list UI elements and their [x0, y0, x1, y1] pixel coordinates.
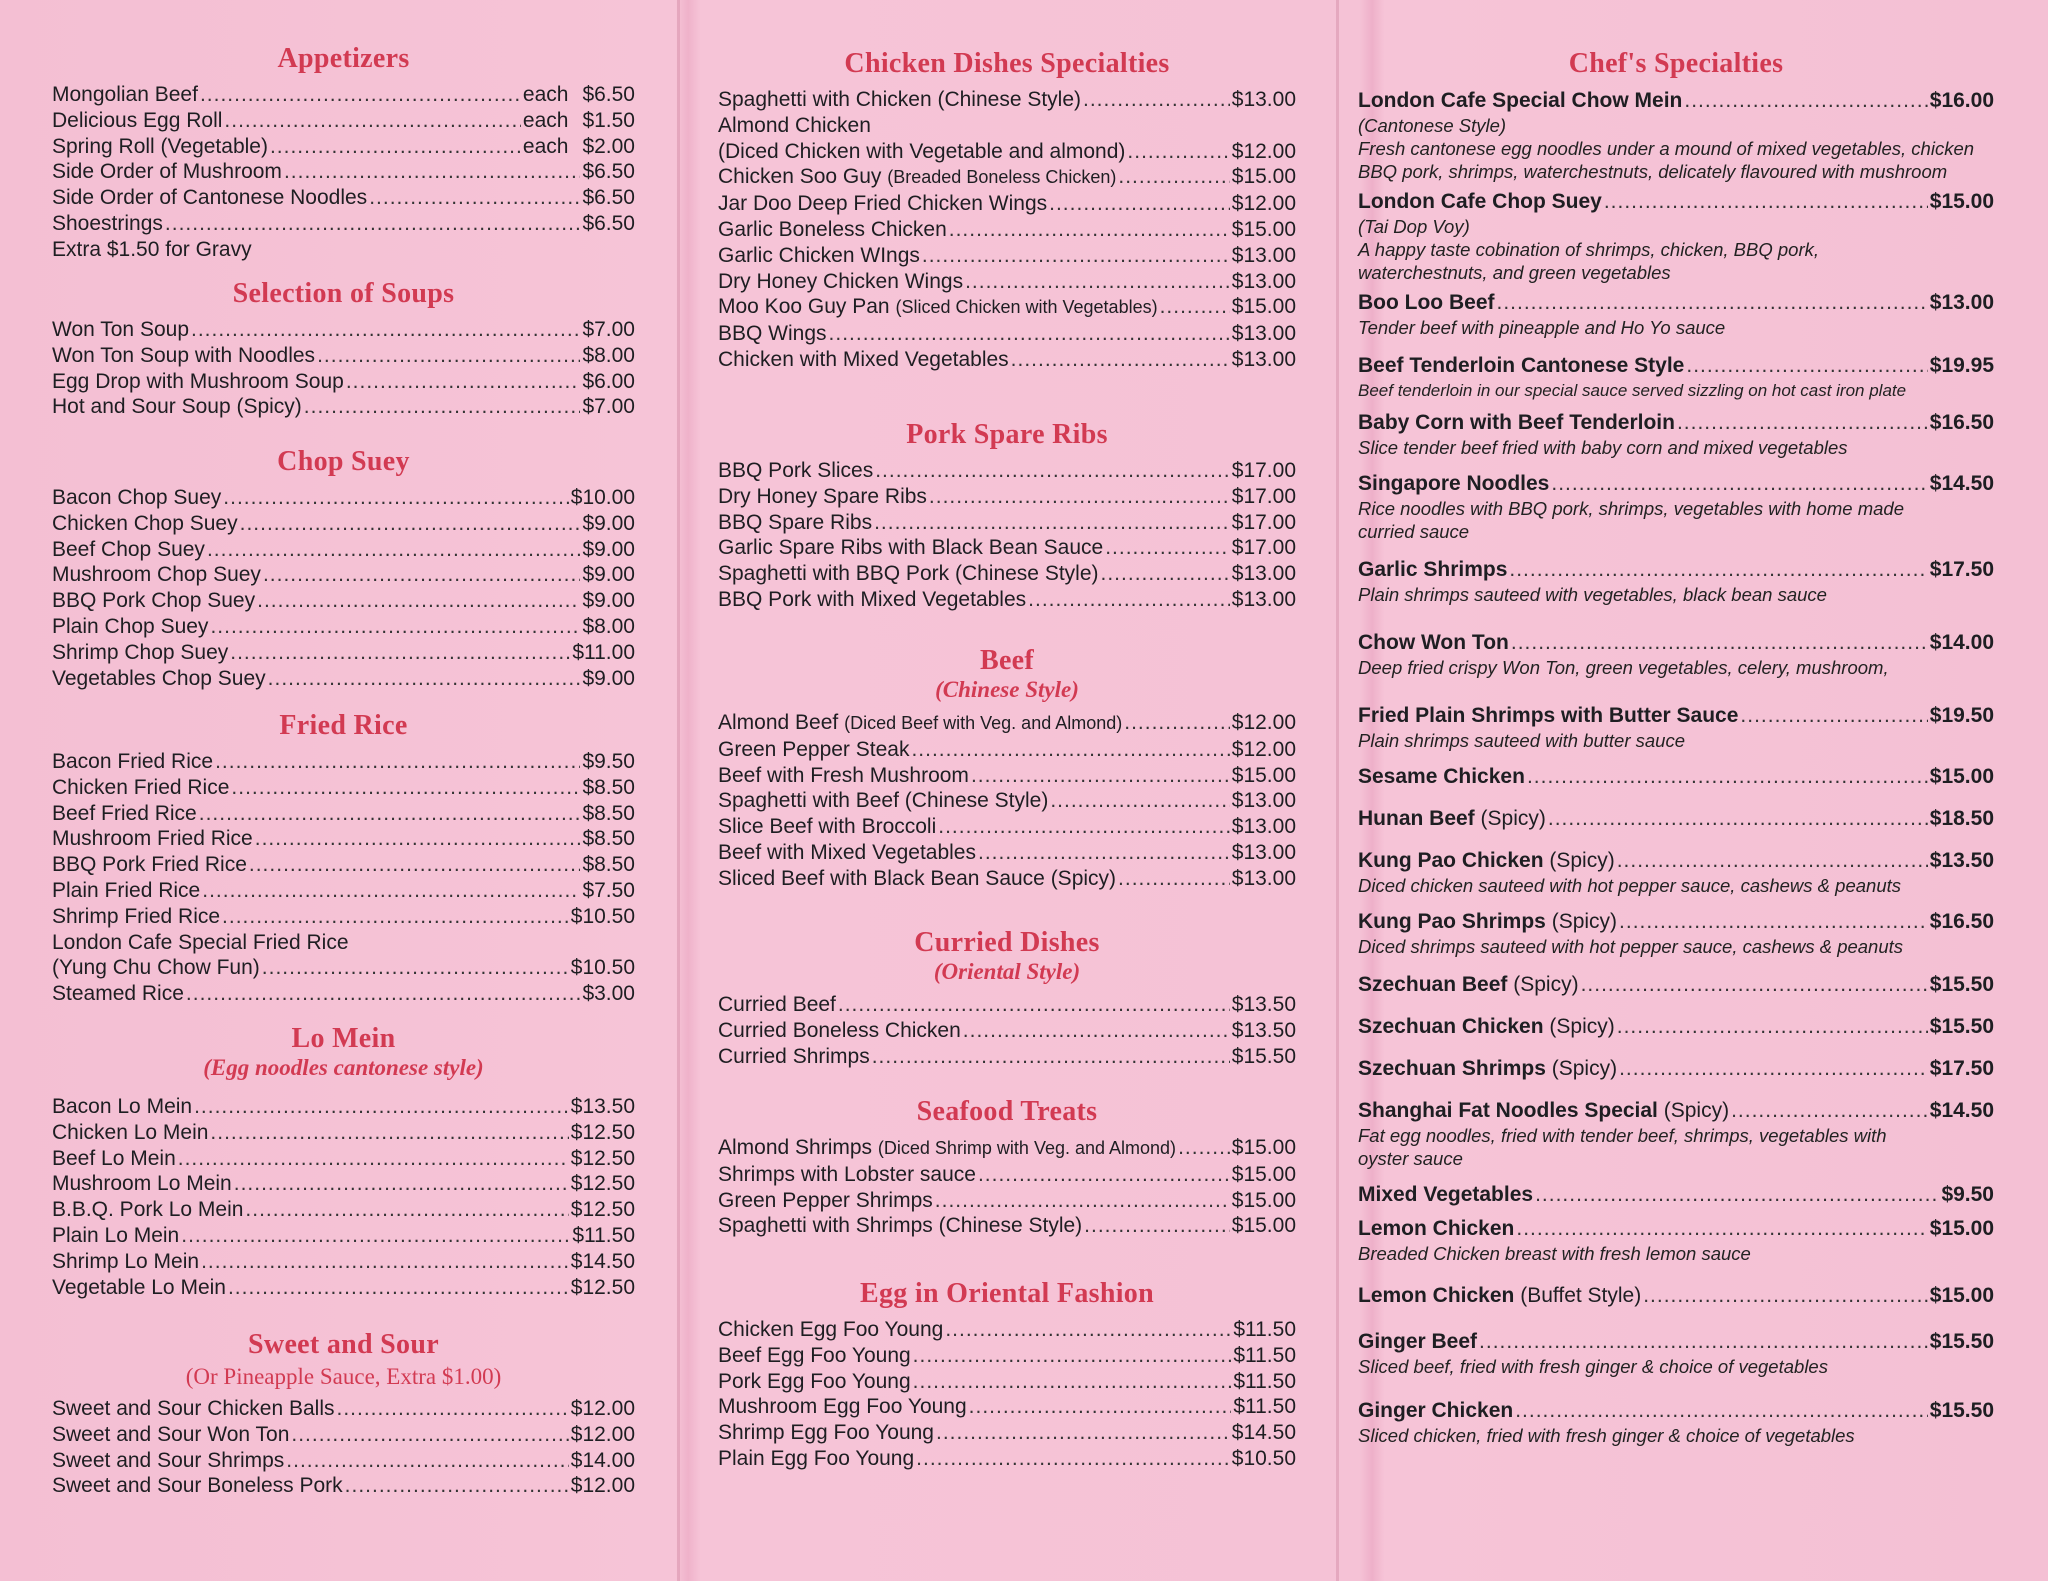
section-beef	[718, 646, 1296, 892]
menu-item-name: London Cafe Special Fried Rice	[52, 930, 349, 954]
menu-item: BBQ Pork Chop Suey ..... $9.00	[52, 588, 635, 614]
menu-item: Dry Honey Chicken Wings ..... $13.00	[718, 269, 1296, 295]
section-title: Fried Rice	[279, 710, 408, 741]
section-chop-suey	[52, 447, 635, 691]
menu-item: Shrimp Chop Suey ..... $11.00	[52, 640, 635, 666]
chef-item: London Cafe Special Chow Mein ..... $16.00 (Cantonese Style) Fresh cantonese egg noodles under a mound of mixed vegetables, chicken BBQ pork, shrimps, waterchestnuts, delicately flavoured with mushroom	[1358, 88, 1994, 183]
menu-item: Pork Egg Foo Young ..... $11.50	[718, 1369, 1296, 1395]
menu-item: (Diced Chicken with Vegetable and almond) ..... $12.00	[718, 139, 1296, 165]
section-pork	[718, 420, 1296, 613]
section-lo-mein	[52, 1024, 635, 1300]
menu-item: Plain Chop Suey ..... $8.00	[52, 614, 635, 640]
menu-item: Plain Lo Mein ..... $11.50	[52, 1223, 635, 1249]
menu-item: Chicken Chop Suey ..... $9.00	[52, 511, 635, 537]
menu-item: B.B.Q. Pork Lo Mein ..... $12.50	[52, 1197, 635, 1223]
menu-item: (Yung Chu Chow Fun) ..... $10.50	[52, 955, 635, 981]
chef-item: Fried Plain Shrimps with Butter Sauce ..... $19.50 Plain shrimps sauteed with butter sauce	[1358, 703, 1994, 752]
menu-item: Plain Egg Foo Young ..... $10.50	[718, 1446, 1296, 1472]
chef-item: Chow Won Ton ..... $14.00 Deep fried crispy Won Ton, green vegetables, celery, mushroom,	[1358, 630, 1994, 679]
menu-item: Beef with Mixed Vegetables ..... $13.00	[718, 840, 1296, 866]
menu-item: Garlic Chicken WIngs ..... $13.00	[718, 243, 1296, 269]
chef-item: Ginger Chicken ..... $15.50 Sliced chicken, fried with fresh ginger & choice of vegetables	[1358, 1398, 1994, 1447]
chef-item: Kung Pao Chicken (Spicy) ..... $13.50 Diced chicken sauteed with hot pepper sauce, cashews & peanuts	[1358, 848, 1994, 897]
menu-item: Won Ton Soup ..... $7.00	[52, 317, 635, 343]
menu-item: Spring Roll (Vegetable) ..... each $2.00	[52, 134, 635, 160]
menu-item: Chicken Egg Foo Young ..... $11.50	[718, 1317, 1296, 1343]
chef-item: Lemon Chicken (Buffet Style) ..... $15.00	[1358, 1283, 1994, 1309]
gravy-note: Extra $1.50 for Gravy	[52, 237, 252, 261]
chef-item: Mixed Vegetables ..... $9.50	[1358, 1182, 1994, 1208]
chef-item: Szechuan Shrimps (Spicy) ..... $17.50	[1358, 1056, 1994, 1082]
menu-item: Sliced Beef with Black Bean Sauce (Spicy) ..... $13.00	[718, 866, 1296, 892]
menu-item: BBQ Spare Ribs ..... $17.00	[718, 510, 1296, 536]
section-subtitle: (Chinese Style)	[935, 677, 1079, 702]
chef-item: Sesame Chicken ..... $15.00	[1358, 764, 1994, 790]
section-title: Selection of Soups	[232, 278, 455, 309]
section-egg	[718, 1279, 1296, 1472]
section-title: Lo Mein	[291, 1023, 396, 1054]
menu-item: Chicken Soo Guy (Breaded Boneless Chicken) ..... $15.00	[718, 164, 1296, 191]
menu-item: Sweet and Sour Won Ton ..... $12.00	[52, 1422, 635, 1448]
menu-item: Beef Egg Foo Young ..... $11.50	[718, 1343, 1296, 1369]
menu-item: Shrimp Egg Foo Young ..... $14.50	[718, 1420, 1296, 1446]
menu-item: Almond Shrimps (Diced Shrimp with Veg. and Almond) ..... $15.00	[718, 1135, 1296, 1162]
menu-item: Shrimp Fried Rice ..... $10.50	[52, 904, 635, 930]
menu-item: Mongolian Beef ..... each $6.50	[52, 82, 635, 108]
menu-item: Almond Beef (Diced Beef with Veg. and Almond) ..... $12.00	[718, 710, 1296, 737]
menu-item: Shrimp Lo Mein ..... $14.50	[52, 1249, 635, 1275]
menu-item: Won Ton Soup with Noodles ..... $8.00	[52, 343, 635, 369]
section-subtitle: (Oriental Style)	[933, 959, 1081, 984]
section-title: Chop Suey	[277, 446, 410, 477]
menu-item: Garlic Boneless Chicken ..... $15.00	[718, 217, 1296, 243]
menu-item: Bacon Fried Rice ..... $9.50	[52, 749, 635, 775]
menu-item: Beef Lo Mein ..... $12.50	[52, 1146, 635, 1172]
chef-item: Beef Tenderloin Cantonese Style ..... $19.95 Beef tenderloin in our special sauce served sizzling on hot cast iron plate	[1358, 353, 1994, 402]
chef-item: Kung Pao Shrimps (Spicy) ..... $16.50 Diced shrimps sauteed with hot pepper sauce, cashews & peanuts	[1358, 909, 1994, 958]
menu-item: Spaghetti with Shrimps (Chinese Style) ..... $15.00	[718, 1213, 1296, 1239]
menu-item: Garlic Spare Ribs with Black Bean Sauce ..... $17.00	[718, 535, 1296, 561]
menu-item: Jar Doo Deep Fried Chicken Wings ..... $12.00	[718, 191, 1296, 217]
section-chef	[1358, 88, 1994, 1447]
menu-item: Delicious Egg Roll ..... each $1.50	[52, 108, 635, 134]
section-title: Appetizers	[277, 43, 410, 74]
menu-item: Slice Beef with Broccoli ..... $13.00	[718, 814, 1296, 840]
section-title: Pork Spare Ribs	[906, 419, 1108, 450]
chef-item: Baby Corn with Beef Tenderloin ..... $16.50 Slice tender beef fried with baby corn and mixed vegetables	[1358, 410, 1994, 459]
menu-item: Green Pepper Shrimps ..... $15.00	[718, 1188, 1296, 1214]
menu-item: Mushroom Lo Mein ..... $12.50	[52, 1171, 635, 1197]
menu-item: Dry Honey Spare Ribs ..... $17.00	[718, 484, 1296, 510]
section-chicken	[718, 49, 1296, 373]
menu-item: Shrimps with Lobster sauce ..... $15.00	[718, 1162, 1296, 1188]
menu-item: Mushroom Egg Foo Young ..... $11.50	[718, 1394, 1296, 1420]
chef-item: Boo Loo Beef ..... $13.00 Tender beef with pineapple and Ho Yo sauce	[1358, 290, 1994, 339]
section-title: Beef	[979, 645, 1035, 676]
chef-item: Shanghai Fat Noodles Special (Spicy) ..... $14.50 Fat egg noodles, fried with tender beef, shrimps, vegetables with oyster sauce	[1358, 1098, 1994, 1170]
section-title: Sweet and Sour	[248, 1329, 439, 1360]
section-title: Chef's Specialties	[1568, 48, 1784, 79]
menu-item: Spaghetti with BBQ Pork (Chinese Style) ..... $13.00	[718, 561, 1296, 587]
fold-line	[1336, 0, 1339, 1581]
section-subtitle: (Egg noodles cantonese style)	[203, 1055, 484, 1080]
chef-item: Ginger Beef ..... $15.50 Sliced beef, fried with fresh ginger & choice of vegetables	[1358, 1329, 1994, 1378]
menu-item: Beef Fried Rice ..... $8.50	[52, 801, 635, 827]
menu-item-name: Almond Chicken	[718, 113, 871, 137]
menu-item: Steamed Rice ..... $3.00	[52, 981, 635, 1007]
section-appetizers	[52, 44, 635, 263]
section-title: Egg in Oriental Fashion	[860, 1278, 1154, 1309]
chef-item: Szechuan Chicken (Spicy) ..... $15.50	[1358, 1014, 1994, 1040]
menu-item: Vegetable Lo Mein ..... $12.50	[52, 1275, 635, 1301]
menu-item: Plain Fried Rice ..... $7.50	[52, 878, 635, 904]
section-title: Seafood Treats	[916, 1096, 1098, 1127]
menu-item: Chicken Fried Rice ..... $8.50	[52, 775, 635, 801]
menu-item: Sweet and Sour Chicken Balls ..... $12.00	[52, 1396, 635, 1422]
menu-item: Mushroom Fried Rice ..... $8.50	[52, 826, 635, 852]
menu-item: Curried Boneless Chicken ..... $13.50	[718, 1018, 1296, 1044]
menu-item: Bacon Lo Mein ..... $13.50	[52, 1094, 635, 1120]
section-curried	[718, 928, 1296, 1069]
section-soups	[52, 279, 635, 420]
menu-item: BBQ Pork with Mixed Vegetables ..... $13.00	[718, 587, 1296, 613]
chef-item: Singapore Noodles ..... $14.50 Rice noodles with BBQ pork, shrimps, vegetables with home made curried sauce	[1358, 471, 1994, 543]
menu-item: Hot and Sour Soup (Spicy) ..... $7.00	[52, 394, 635, 420]
menu-item: BBQ Wings ..... $13.00	[718, 321, 1296, 347]
menu-item: Chicken Lo Mein ..... $12.50	[52, 1120, 635, 1146]
menu-item: Moo Koo Guy Pan (Sliced Chicken with Vegetables) ..... $15.00	[718, 294, 1296, 321]
menu-item: Beef with Fresh Mushroom ..... $15.00	[718, 763, 1296, 789]
menu-item: Spaghetti with Chicken (Chinese Style) ..... $13.00	[718, 87, 1296, 113]
menu-item: Egg Drop with Mushroom Soup ..... $6.00	[52, 369, 635, 395]
chef-item: Szechuan Beef (Spicy) ..... $15.50	[1358, 972, 1994, 998]
section-fried-rice	[52, 711, 635, 1007]
menu-item: Side Order of Mushroom ..... $6.50	[52, 159, 635, 185]
menu-item: Chicken with Mixed Vegetables ..... $13.00	[718, 347, 1296, 373]
menu-item: Curried Beef ..... $13.50	[718, 992, 1296, 1018]
section-title: Chicken Dishes Specialties	[844, 48, 1170, 79]
section-sweet-sour	[52, 1330, 635, 1499]
section-note: (Or Pineapple Sauce, Extra $1.00)	[185, 1364, 502, 1389]
section-chef-title	[1358, 49, 1994, 87]
chef-item: Hunan Beef (Spicy) ..... $18.50	[1358, 806, 1994, 832]
menu-item: Spaghetti with Beef (Chinese Style) ..... $13.00	[718, 788, 1296, 814]
menu-item: Side Order of Cantonese Noodles ..... $6.50	[52, 185, 635, 211]
menu-item: Mushroom Chop Suey ..... $9.00	[52, 562, 635, 588]
fold-line	[677, 0, 680, 1581]
chef-item: Garlic Shrimps ..... $17.50 Plain shrimps sauteed with vegetables, black bean sauce	[1358, 557, 1994, 606]
menu-item: Bacon Chop Suey ..... $10.00	[52, 485, 635, 511]
menu-item: Curried Shrimps ..... $15.50	[718, 1044, 1296, 1070]
menu-item: Green Pepper Steak ..... $12.00	[718, 737, 1296, 763]
chef-item: London Cafe Chop Suey ..... $15.00 (Tai Dop Voy) A happy taste cobination of shrimps, chicken, BBQ pork, waterchestnuts, and green vegetables	[1358, 189, 1994, 284]
menu-item: BBQ Pork Fried Rice ..... $8.50	[52, 852, 635, 878]
menu-item: BBQ Pork Slices ..... $17.00	[718, 458, 1296, 484]
menu-item: Sweet and Sour Boneless Pork ..... $12.00	[52, 1473, 635, 1499]
menu-item: Shoestrings ..... $6.50	[52, 211, 635, 237]
section-title: Curried Dishes	[914, 927, 1100, 958]
menu-item: Vegetables Chop Suey ..... $9.00	[52, 666, 635, 692]
menu-item: Sweet and Sour Shrimps ..... $14.00	[52, 1448, 635, 1474]
section-seafood	[718, 1097, 1296, 1239]
menu-item: Beef Chop Suey ..... $9.00	[52, 537, 635, 563]
chef-item: Lemon Chicken ..... $15.00 Breaded Chicken breast with fresh lemon sauce	[1358, 1216, 1994, 1265]
